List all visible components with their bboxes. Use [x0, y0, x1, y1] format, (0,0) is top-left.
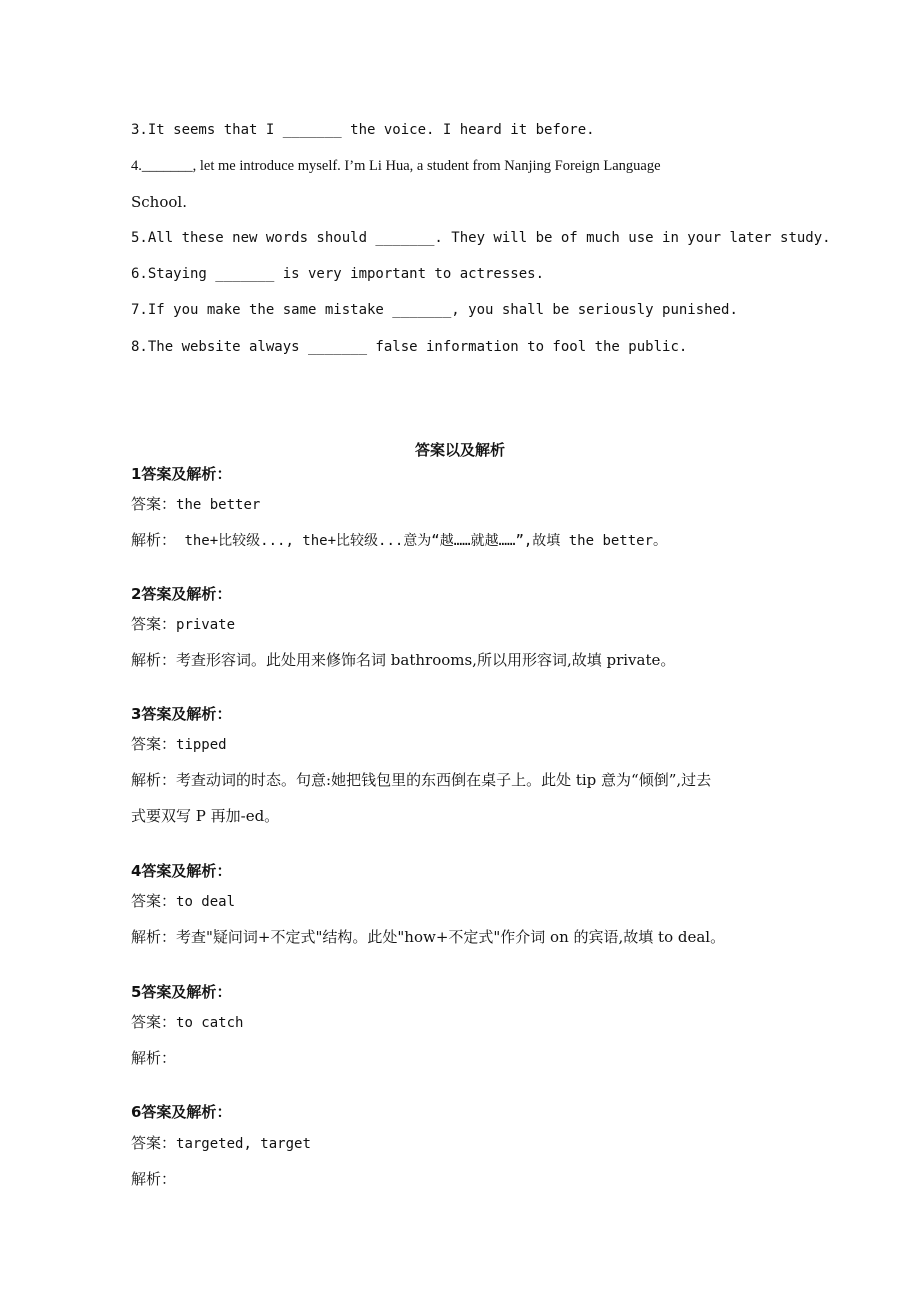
section-5-title: 5答案及解析： — [131, 983, 232, 1001]
question-4-cont: School. — [131, 193, 187, 211]
section-5-answer — [131, 1012, 243, 1033]
analysis-text: the+比较级..., the+比较级...意为“越……就越……”,故填 the better。 — [176, 533, 668, 549]
section-4-analysis — [131, 927, 725, 947]
section-3-answer — [131, 734, 227, 755]
section-1-title: 1答案及解析： — [131, 465, 232, 483]
answer-label: 答案： — [131, 892, 177, 910]
section-6-answer — [131, 1133, 311, 1154]
analysis-label: 解析： — [131, 651, 177, 669]
section-4-title: 4答案及解析： — [131, 862, 232, 880]
question-6: 6.Staying _______ is very important to actresses. — [131, 266, 545, 282]
analysis-label: 解析： — [131, 928, 177, 946]
analysis-text: 考查动词的时态。句意:她把钱包里的东西倒在桌子上。此处 tip 意为“倾倒”,过去 — [176, 771, 712, 789]
analysis-label: 解析： — [131, 1049, 177, 1067]
question-4: 4._______, let me introduce myself. I’m Li Hua, a student from Nanjing Foreign Language — [131, 158, 661, 174]
answer-label: 答案： — [131, 615, 177, 633]
analysis-label: 解析： — [131, 1170, 177, 1188]
section-3-analysis-cont: 式要双写 P 再加-ed。 — [131, 807, 280, 825]
analysis-label: 解析： — [131, 531, 177, 549]
section-3-title: 3答案及解析： — [131, 705, 232, 723]
section-1-answer — [131, 494, 260, 515]
section-4-answer — [131, 891, 235, 912]
section-1-analysis — [131, 530, 667, 551]
analysis-text: 考查形容词。此处用来修饰名词 bathrooms,所以用形容词,故填 private。 — [176, 651, 676, 669]
question-8: 8.The website always _______ false information to fool the public. — [131, 339, 688, 355]
answer-value: to catch — [176, 1015, 244, 1031]
answer-value: the better — [176, 497, 261, 513]
section-5-analysis — [131, 1048, 176, 1068]
answer-value: private — [176, 617, 236, 633]
answer-label: 答案： — [131, 1013, 177, 1031]
question-3: 3.It seems that I _______ the voice. I heard it before. — [131, 122, 595, 138]
section-2-analysis — [131, 650, 675, 670]
answers-heading: 答案以及解析 — [414, 441, 505, 459]
answer-label: 答案： — [131, 495, 177, 513]
question-5: 5.All these new words should _______. They will be of much use in your later study. — [131, 230, 831, 246]
section-6-analysis — [131, 1169, 176, 1189]
answer-label: 答案： — [131, 1134, 177, 1152]
answer-value: targeted, target — [176, 1136, 311, 1152]
section-2-answer — [131, 614, 235, 635]
section-6-title: 6答案及解析： — [131, 1103, 232, 1121]
analysis-text: 考查"疑问词+不定式"结构。此处"how+不定式"作介词 on 的宾语,故填 to deal。 — [176, 928, 726, 946]
question-7: 7.If you make the same mistake _______, you shall be seriously punished. — [131, 302, 738, 318]
section-3-analysis — [131, 770, 711, 790]
answer-label: 答案： — [131, 735, 177, 753]
section-2-title: 2答案及解析： — [131, 585, 232, 603]
analysis-label: 解析： — [131, 771, 177, 789]
answer-value: to deal — [176, 894, 236, 910]
answer-value: tipped — [176, 737, 227, 753]
